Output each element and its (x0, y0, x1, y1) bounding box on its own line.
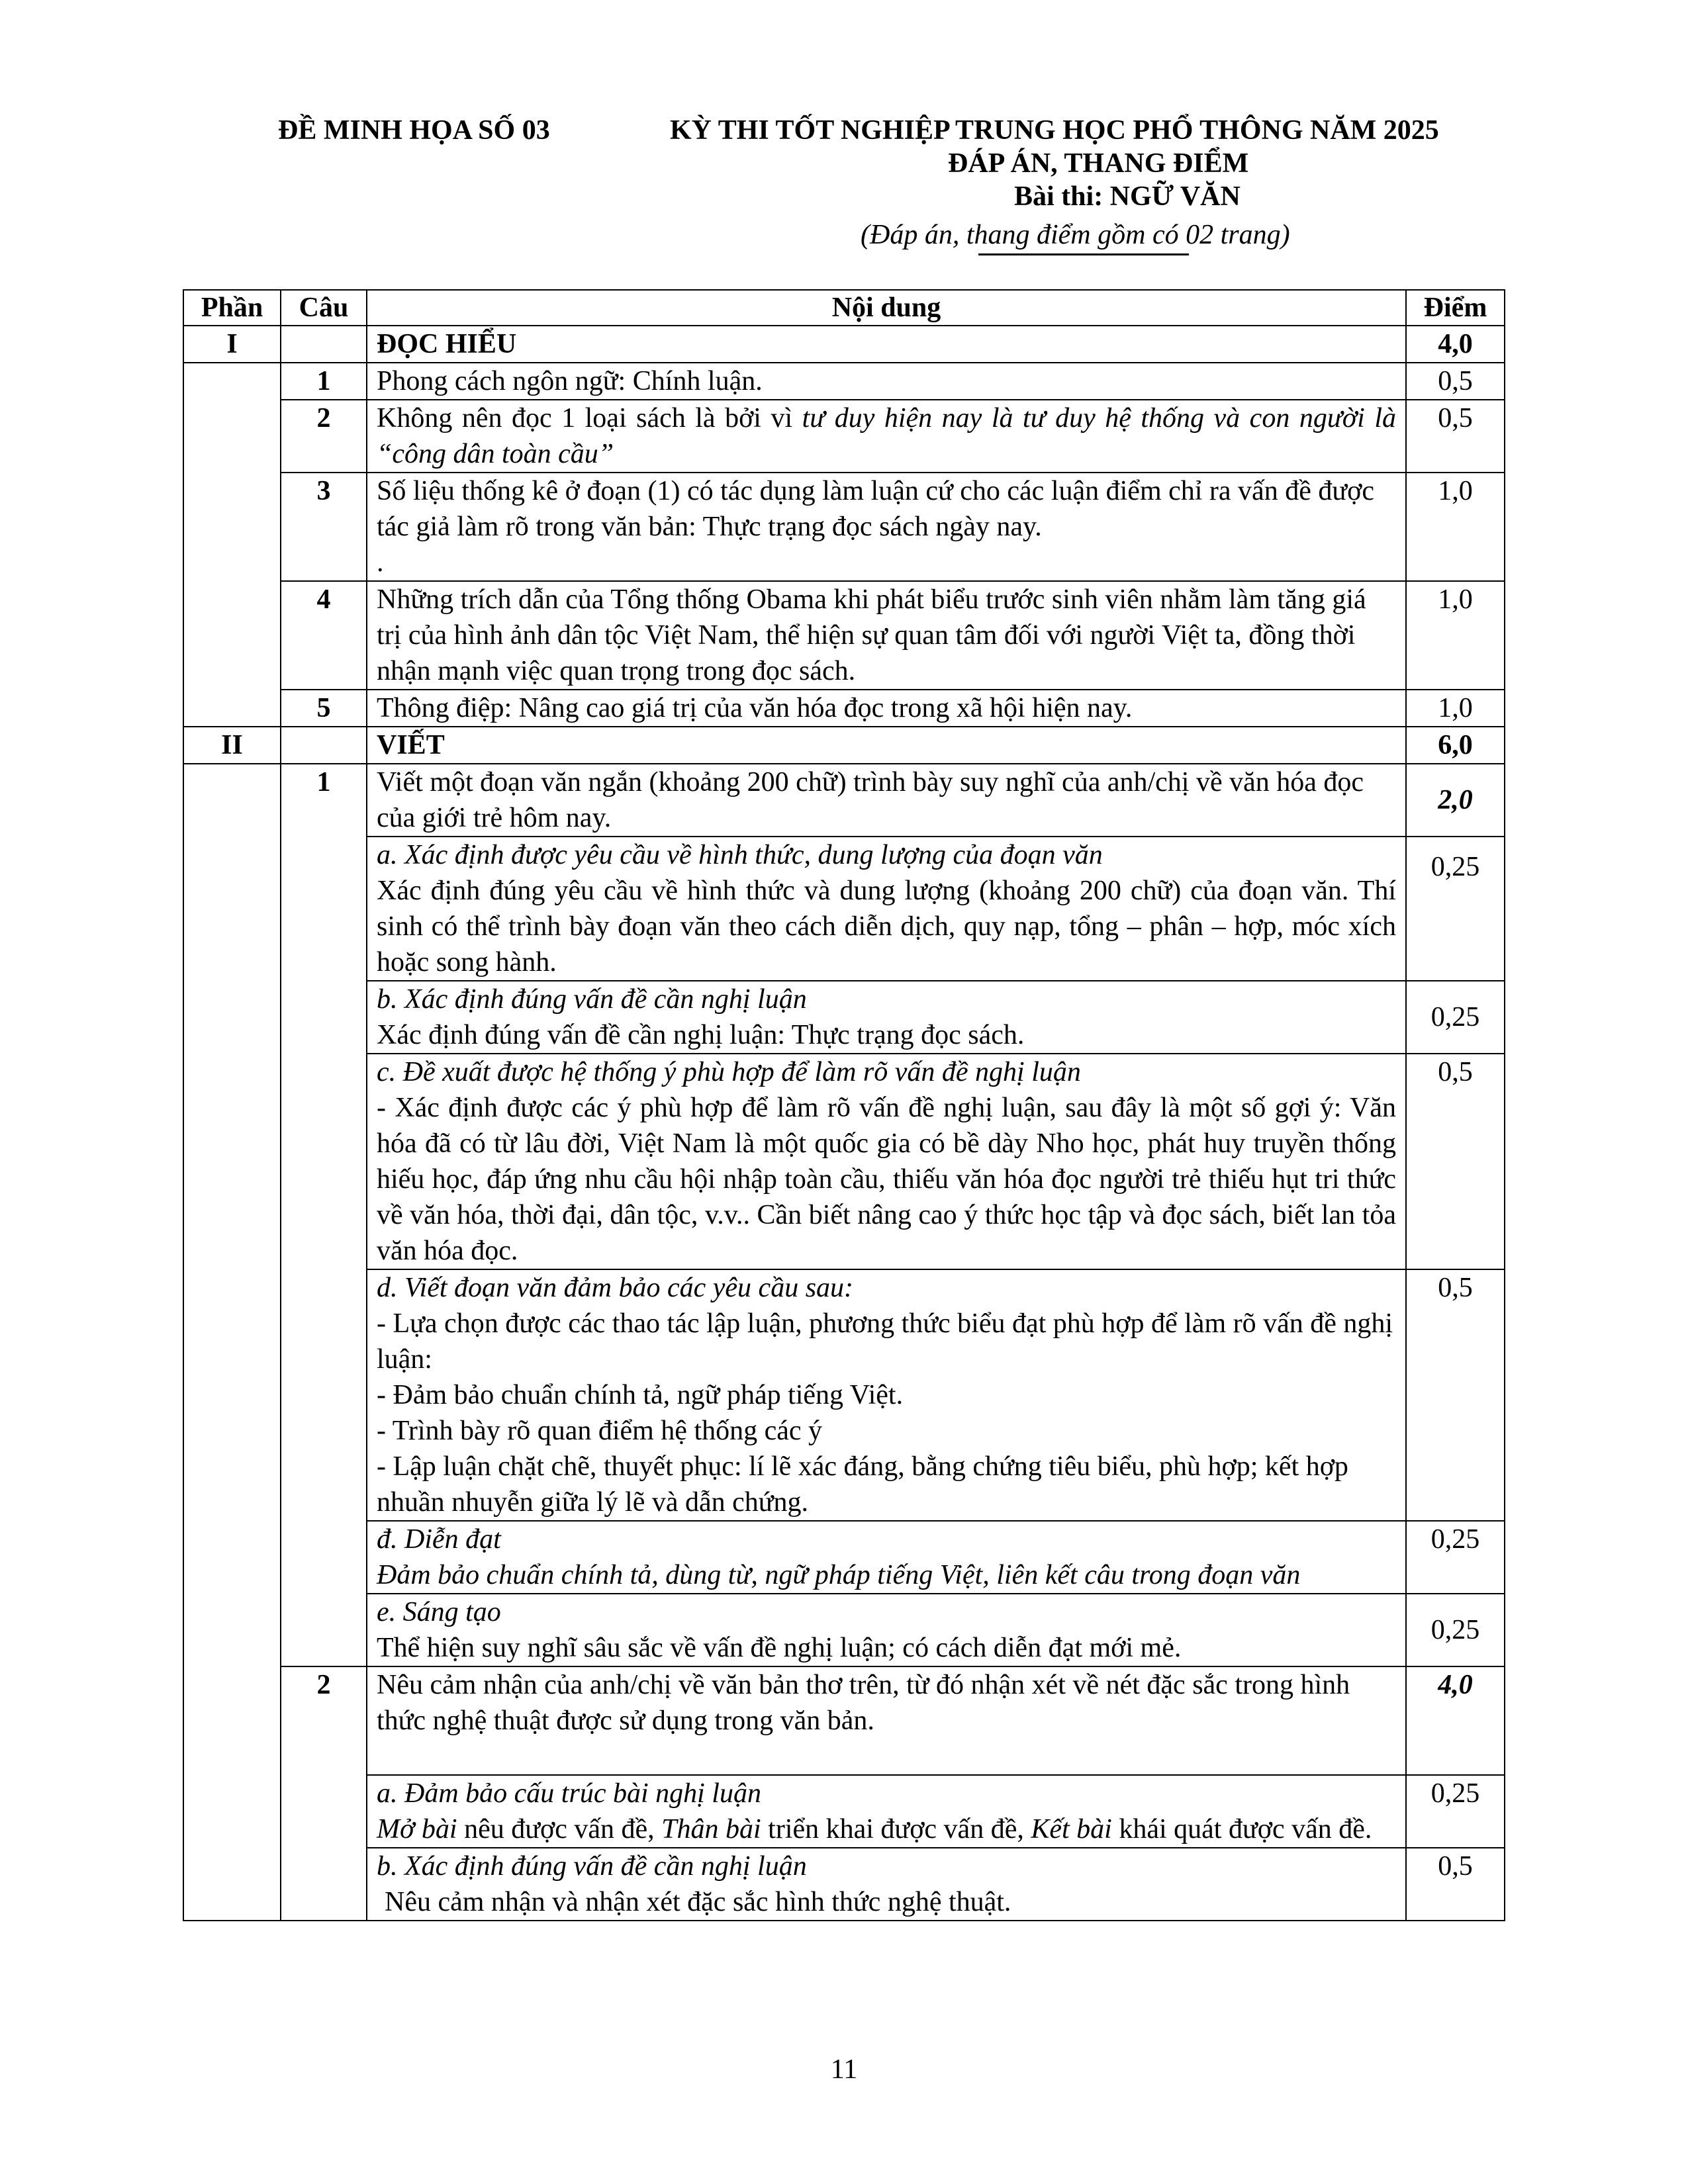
answer-score: 0,5 (1406, 400, 1505, 473)
section-row (183, 326, 1505, 363)
question-number: 4 (281, 581, 367, 690)
col-header-score: Điểm (1406, 290, 1505, 326)
question-number: 1 (281, 764, 367, 1666)
table-row (183, 1848, 1505, 1921)
task-prompt-text: Nêu cảm nhận của anh/chị về văn bản thơ trên, từ đó nhận xét về nét đặc sắc trong hình thức nghệ thuật được sử dụng trong văn bản. (377, 1670, 1350, 1736)
criterion-title: a. Xác định được yêu cầu về hình thức, dung lượng của đoạn văn (377, 840, 1103, 870)
answer-text-plain: Không nên đọc 1 loại sách là bởi vì (377, 403, 802, 433)
col-header-question: Câu (281, 290, 367, 326)
col-header-content: Nội dung (367, 290, 1406, 326)
task-score: 2,0 (1406, 764, 1505, 837)
answer-text-dot: . (377, 547, 384, 578)
criterion-score: 0,5 (1406, 1269, 1505, 1521)
answer-text (367, 473, 1406, 581)
question-number: 5 (281, 690, 367, 727)
criterion-line: - Lập luận chặt chẽ, thuyết phục: lí lẽ xác đáng, bằng chứng tiêu biểu, phù hợp; kết hợp nhuần nhuyễn giữa lý lẽ và dẫn chứng. (377, 1451, 1348, 1518)
col-header-part: Phần (183, 290, 281, 326)
criterion-score: 0,25 (1406, 981, 1505, 1054)
table-header-row (183, 290, 1505, 326)
section-part: I (183, 326, 281, 363)
table-row (183, 1054, 1505, 1269)
answer-score: 0,5 (1406, 363, 1505, 400)
page-count-note: (Đáp án, thang điểm gồm có 02 trang) (861, 220, 1290, 250)
criterion-text: Xác định đúng yêu cầu về hình thức và dung lượng (khoảng 200 chữ) của đoạn văn. Thí sinh có thể trình bày đoạn văn theo cách diễn dịch, quy nạp, tổng – phân – hợp, móc xích hoặc song hành. (377, 876, 1396, 978)
answer-key-title: ĐÁP ÁN, THANG ĐIỂM (948, 148, 1249, 179)
criterion-b (367, 1848, 1406, 1921)
criterion-score: 0,25 (1406, 1775, 1505, 1848)
table-row (183, 981, 1505, 1054)
table-row (183, 581, 1505, 690)
table-row (183, 764, 1505, 837)
criterion-b (367, 981, 1406, 1054)
table-row (183, 837, 1505, 981)
table-row (183, 363, 1505, 400)
section-row (183, 727, 1505, 764)
section-title: ĐỌC HIỂU (367, 326, 1406, 363)
criterion-dd (367, 1521, 1406, 1594)
criterion-score: 0,25 (1406, 1594, 1505, 1666)
task-score: 4,0 (1406, 1666, 1505, 1775)
answer-score: 1,0 (1406, 690, 1505, 727)
criterion-text: Mở bài nêu được vấn đề, Thân bài triển khai được vấn đề, Kết bài khái quát được vấn đề. (377, 1814, 1372, 1844)
criterion-text: Nêu cảm nhận và nhận xét đặc sắc hình thức nghệ thuật. (385, 1887, 1011, 1917)
criterion-line: - Trình bày rõ quan điểm hệ thống các ý (377, 1416, 823, 1446)
task-prompt (367, 1666, 1406, 1775)
answer-text: Những trích dẫn của Tổng thống Obama khi phát biểu trước sinh viên nhằm làm tăng giá trị của hình ảnh dân tộc Việt Nam, thể hiện sự quan tâm đối với người Việt ta, đồng thời nhận mạnh việc quan trọng trong đọc sách. (367, 581, 1406, 690)
answer-text: Thông điệp: Nâng cao giá trị của văn hóa đọc trong xã hội hiện nay. (367, 690, 1406, 727)
criterion-text: Xác định đúng vấn đề cần nghị luận: Thực trạng đọc sách. (377, 1020, 1025, 1050)
criterion-d (367, 1269, 1406, 1521)
table-row (183, 473, 1505, 581)
section-part: II (183, 727, 281, 764)
answer-text: Phong cách ngôn ngữ: Chính luận. (367, 363, 1406, 400)
table-row (183, 1666, 1505, 1775)
table-row (183, 1521, 1505, 1594)
section-score: 4,0 (1406, 326, 1505, 363)
answer-score: 1,0 (1406, 473, 1505, 581)
section-score: 6,0 (1406, 727, 1505, 764)
table-row (183, 1594, 1505, 1666)
criterion-score: 0,25 (1406, 837, 1505, 981)
criterion-text: Đảm bảo chuẩn chính tả, dùng từ, ngữ pháp tiếng Việt, liên kết câu trong đoạn văn (377, 1560, 1301, 1590)
question-number: 2 (281, 1666, 367, 1921)
criterion-title: d. Viết đoạn văn đảm bảo các yêu cầu sau: (377, 1273, 854, 1303)
criterion-title: b. Xác định đúng vấn đề cần nghị luận (377, 1851, 807, 1882)
criterion-title: b. Xác định đúng vấn đề cần nghị luận (377, 984, 807, 1015)
question-number: 3 (281, 473, 367, 581)
criterion-title: e. Sáng tạo (377, 1597, 501, 1627)
table-row (183, 690, 1505, 727)
criterion-e (367, 1594, 1406, 1666)
answer-score: 1,0 (1406, 581, 1505, 690)
task-prompt: Viết một đoạn văn ngắn (khoảng 200 chữ) trình bày suy nghĩ của anh/chị về văn hóa đọc của giới trẻ hôm nay. (367, 764, 1406, 837)
table-row (183, 1269, 1505, 1521)
criterion-text: Thể hiện suy nghĩ sâu sắc về vấn đề nghị luận; có cách diễn đạt mới mẻ. (377, 1633, 1182, 1663)
answer-table (183, 289, 1505, 1921)
page-number: 11 (830, 2054, 858, 2085)
table-row (183, 400, 1505, 473)
criterion-title: c. Đề xuất được hệ thống ý phù hợp để làm rõ vấn đề nghị luận (377, 1057, 1081, 1087)
criterion-a (367, 1775, 1406, 1848)
question-number: 2 (281, 400, 367, 473)
criterion-score: 0,5 (1406, 1848, 1505, 1921)
criterion-text: - Xác định được các ý phù hợp để làm rõ vấn đề nghị luận, sau đây là một số gợi ý: Văn hóa đã có từ lâu đời, Việt Nam là một quốc gia có bề dày Nho học, phát huy truyền thống hiếu học, đáp ứng nhu cầu hội nhập toàn cầu, thiếu văn hóa đọc người trẻ thiếu hụt tri thức về văn hóa, thời đại, dân tộc, v.v.. Cần biết nâng cao ý thức học tập và đọc sách, biết lan tỏa văn hóa đọc. (377, 1093, 1396, 1266)
table-row (183, 1775, 1505, 1848)
exam-code: ĐỀ MINH HỌA SỐ 03 (278, 115, 550, 146)
exam-title: KỲ THI TỐT NGHIỆP TRUNG HỌC PHỔ THÔNG NĂM 2025 (670, 115, 1439, 146)
criterion-line: - Lựa chọn được các thao tác lập luận, phương thức biểu đạt phù hợp để làm rõ vấn đề nghị luận: (377, 1308, 1393, 1375)
criterion-score: 0,25 (1406, 1521, 1505, 1594)
answer-text (367, 400, 1406, 473)
section-title: VIẾT (367, 727, 1406, 764)
criterion-title: a. Đảm bảo cấu trúc bài nghị luận (377, 1778, 761, 1809)
criterion-score: 0,5 (1406, 1054, 1505, 1269)
answer-text-italic: tư duy hiện nay là tư duy hệ thống và con người là “công dân toàn cầu” (377, 403, 1396, 469)
answer-text-body: Số liệu thống kê ở đoạn (1) có tác dụng làm luận cứ cho các luận điểm chỉ ra vấn đề được tác giả làm rõ trong văn bản: Thực trạng đọc sách ngày nay. (377, 476, 1374, 542)
criterion-line: - Đảm bảo chuẩn chính tả, ngữ pháp tiếng Việt. (377, 1380, 904, 1410)
question-number: 1 (281, 363, 367, 400)
criterion-c (367, 1054, 1406, 1269)
criterion-title: đ. Diễn đạt (377, 1524, 501, 1555)
note-underline (978, 253, 1189, 255)
subject-title: Bài thi: NGỮ VĂN (1014, 181, 1241, 212)
criterion-a (367, 837, 1406, 981)
